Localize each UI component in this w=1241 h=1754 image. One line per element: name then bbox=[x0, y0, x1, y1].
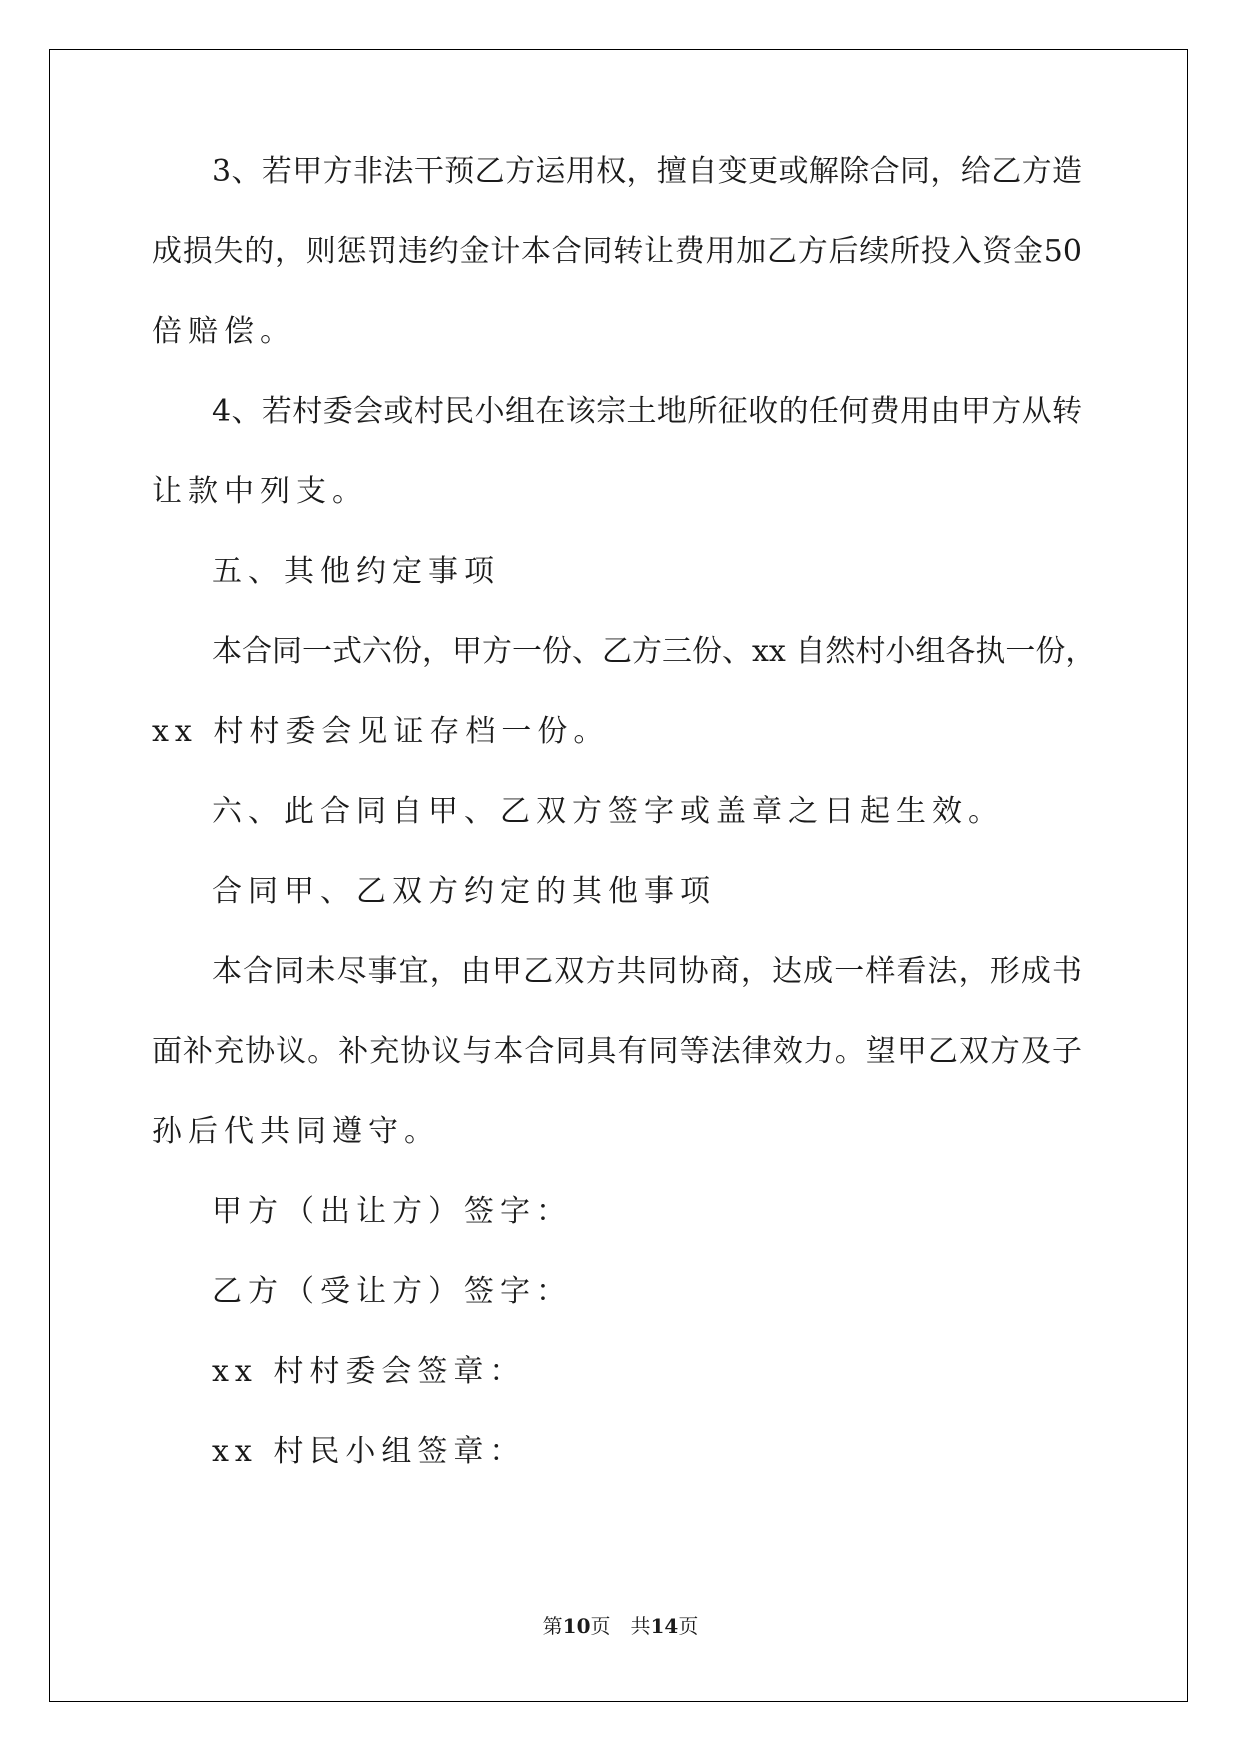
paragraph-line: xx 村村委会见证存档一份。 bbox=[152, 714, 610, 749]
page-footer bbox=[0, 1610, 1241, 1639]
footer-suffix: 页 bbox=[678, 1614, 699, 1638]
paragraph-line: 成损失的，则惩罚违约金计本合同转让费用加乙方后续所投入资金50 bbox=[152, 234, 1082, 269]
signature-line-party-a: 甲方（出让方）签字： bbox=[212, 1194, 572, 1229]
paragraph-line: 孙后代共同遵守。 bbox=[152, 1114, 440, 1149]
signature-line-villager-group: xx 村民小组签章： bbox=[212, 1434, 526, 1469]
paragraph-line: 本合同未尽事宜，由甲乙双方共同协商，达成一样看法，形成书 bbox=[212, 954, 1082, 989]
signature-line-party-b: 乙方（受让方）签字： bbox=[212, 1274, 572, 1309]
signature-line-village-committee: xx 村村委会签章： bbox=[212, 1354, 526, 1389]
paragraph-line: 4、若村委会或村民小组在该宗土地所征收的任何费用由甲方从转 bbox=[212, 394, 1082, 429]
section-heading: 五、其他约定事项 bbox=[212, 554, 500, 589]
paragraph-line: 3、若甲方非法干预乙方运用权，擅自变更或解除合同，给乙方造 bbox=[212, 154, 1082, 189]
paragraph-line: 让款中列支。 bbox=[152, 474, 368, 509]
paragraph-line: 面补充协议。补充协议与本合同具有同等法律效力。望甲乙双方及子 bbox=[152, 1034, 1082, 1069]
footer-mid: 页 共 bbox=[590, 1614, 651, 1638]
footer-prefix: 第 bbox=[542, 1614, 563, 1638]
total-page-number: 14 bbox=[650, 1614, 679, 1638]
paragraph-line: 本合同一式六份，甲方一份、乙方三份、xx 自然村小组各执一份， bbox=[212, 634, 1096, 669]
current-page-number: 10 bbox=[562, 1614, 591, 1638]
section-heading: 六、此合同自甲、乙双方签字或盖章之日起生效。 bbox=[212, 794, 1004, 829]
paragraph-line: 倍赔偿。 bbox=[152, 314, 296, 349]
paragraph-line: 合同甲、乙双方约定的其他事项 bbox=[212, 874, 716, 909]
